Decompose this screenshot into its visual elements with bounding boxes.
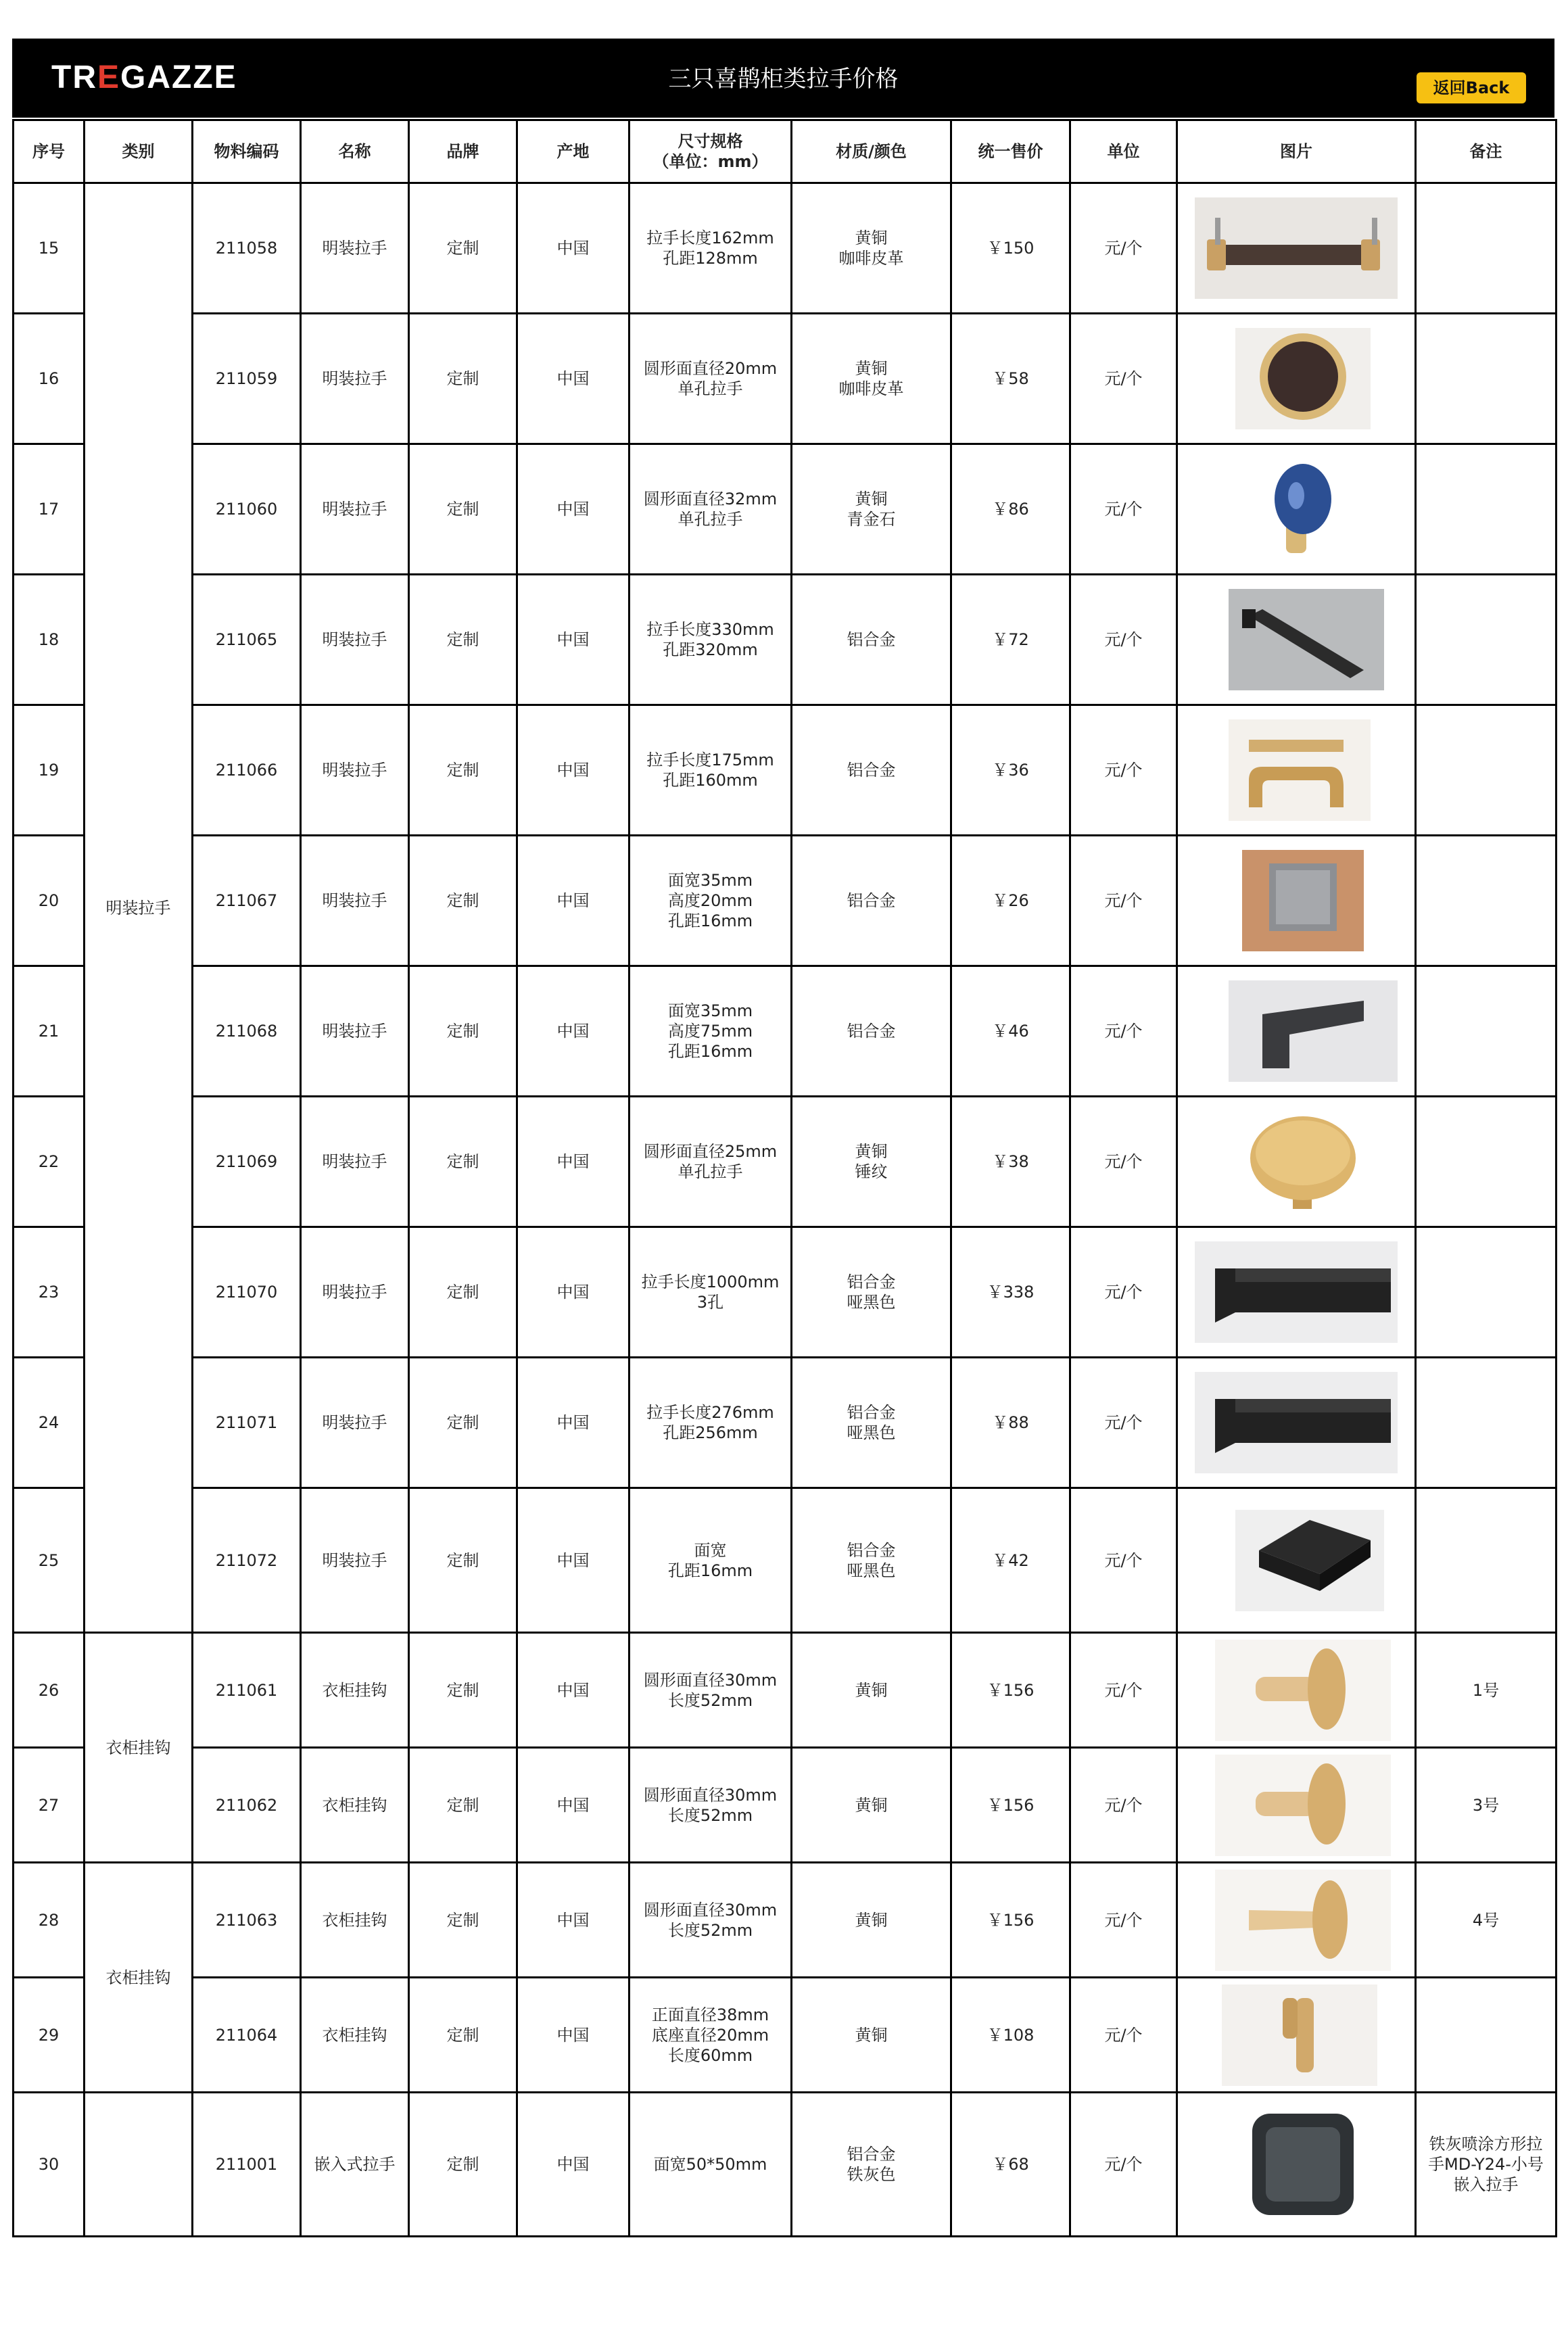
cell-price: ￥88 — [951, 1358, 1070, 1488]
cell-unit: 元/个 — [1070, 314, 1177, 444]
cell-unit: 元/个 — [1070, 1633, 1177, 1748]
cell-code: 211066 — [193, 705, 301, 836]
cell-price: ￥46 — [951, 966, 1070, 1097]
cell-brand: 定制 — [409, 444, 517, 575]
cell-origin: 中国 — [517, 183, 629, 314]
cell-spec: 面宽35mm 高度75mm 孔距16mm — [629, 966, 792, 1097]
cell-origin: 中国 — [517, 966, 629, 1097]
cell-price: ￥68 — [951, 2093, 1070, 2237]
cell-code: 211068 — [193, 966, 301, 1097]
table-row — [14, 314, 1557, 444]
cell-no: 15 — [14, 183, 85, 314]
cell-unit: 元/个 — [1070, 1863, 1177, 1978]
cell-note — [1416, 1978, 1557, 2093]
cell-unit: 元/个 — [1070, 575, 1177, 705]
cell-spec: 拉手长度276mm 孔距256mm — [629, 1358, 792, 1488]
cell-note — [1416, 444, 1557, 575]
cell-code: 211065 — [193, 575, 301, 705]
cell-image — [1177, 1633, 1416, 1748]
cell-price: ￥108 — [951, 1978, 1070, 2093]
cell-material: 铝合金 哑黑色 — [792, 1227, 951, 1358]
cell-name: 明装拉手 — [301, 1097, 409, 1227]
cell-name: 明装拉手 — [301, 1227, 409, 1358]
cell-spec: 圆形面直径25mm 单孔拉手 — [629, 1097, 792, 1227]
cell-unit: 元/个 — [1070, 2093, 1177, 2237]
cell-image — [1177, 2093, 1416, 2237]
cell-material: 铝合金 哑黑色 — [792, 1358, 951, 1488]
cell-note — [1416, 1097, 1557, 1227]
cell-code: 211061 — [193, 1633, 301, 1748]
cell-image — [1177, 966, 1416, 1097]
cell-note — [1416, 1358, 1557, 1488]
cell-brand: 定制 — [409, 1748, 517, 1863]
cell-note — [1416, 836, 1557, 966]
cell-origin: 中国 — [517, 1633, 629, 1748]
col-header-code: 物料编码 — [193, 120, 301, 183]
square-knob-black-icon — [1195, 1510, 1398, 1611]
cell-material: 铝合金 — [792, 836, 951, 966]
cell-code: 211072 — [193, 1488, 301, 1633]
cell-spec: 拉手长度330mm 孔距320mm — [629, 575, 792, 705]
cell-no: 19 — [14, 705, 85, 836]
cell-origin: 中国 — [517, 2093, 629, 2237]
edge-pull-black-icon — [1195, 1241, 1398, 1343]
cell-image — [1177, 1488, 1416, 1633]
cell-unit: 元/个 — [1070, 183, 1177, 314]
cell-spec: 圆形面直径30mm 长度52mm — [629, 1748, 792, 1863]
cell-origin: 中国 — [517, 1978, 629, 2093]
cell-note: 4号 — [1416, 1863, 1557, 1978]
cell-image — [1177, 183, 1416, 314]
cell-code: 211001 — [193, 2093, 301, 2237]
cell-origin: 中国 — [517, 1097, 629, 1227]
cell-material: 铝合金 — [792, 966, 951, 1097]
col-header-brand: 品牌 — [409, 120, 517, 183]
cell-spec: 圆形面直径30mm 长度52mm — [629, 1633, 792, 1748]
brass-hook-icon — [1195, 1640, 1398, 1741]
cell-note — [1416, 705, 1557, 836]
cell-no: 16 — [14, 314, 85, 444]
cell-image — [1177, 444, 1416, 575]
cell-brand: 定制 — [409, 1863, 517, 1978]
cell-no: 29 — [14, 1978, 85, 2093]
cell-name: 明装拉手 — [301, 1488, 409, 1633]
cell-code: 211067 — [193, 836, 301, 966]
cell-material: 铝合金 哑黑色 — [792, 1488, 951, 1633]
cell-spec: 拉手长度162mm 孔距128mm — [629, 183, 792, 314]
cell-price: ￥42 — [951, 1488, 1070, 1633]
cell-name: 明装拉手 — [301, 575, 409, 705]
cell-note: 铁灰喷涂方形拉 手MD-Y24-小号 嵌入拉手 — [1416, 2093, 1557, 2237]
cell-material: 黄铜 — [792, 1978, 951, 2093]
cell-no: 23 — [14, 1227, 85, 1358]
brand-logo: TREGAZZE — [51, 60, 237, 95]
cell-spec: 拉手长度175mm 孔距160mm — [629, 705, 792, 836]
edge-pull-black-icon — [1195, 1372, 1398, 1473]
cell-origin: 中国 — [517, 1358, 629, 1488]
square-knob-wood-icon — [1195, 850, 1398, 951]
cell-image — [1177, 314, 1416, 444]
col-header-material: 材质/颜色 — [792, 120, 951, 183]
cell-spec: 面宽35mm 高度20mm 孔距16mm — [629, 836, 792, 966]
table-row — [14, 1227, 1557, 1358]
price-table — [12, 119, 1557, 2237]
cell-code: 211071 — [193, 1358, 301, 1488]
hammered-knob-icon — [1195, 1111, 1398, 1212]
cell-image — [1177, 575, 1416, 705]
cell-brand: 定制 — [409, 1978, 517, 2093]
cell-no: 28 — [14, 1863, 85, 1978]
table-row — [14, 1633, 1557, 1748]
cell-spec: 圆形面直径30mm 长度52mm — [629, 1863, 792, 1978]
cell-material: 黄铜 青金石 — [792, 444, 951, 575]
cell-unit: 元/个 — [1070, 1488, 1177, 1633]
cell-origin: 中国 — [517, 836, 629, 966]
cell-no: 26 — [14, 1633, 85, 1748]
table-row — [14, 444, 1557, 575]
col-header-spec: 尺寸规格 （单位：mm） — [629, 120, 792, 183]
header-divider — [12, 116, 1554, 118]
cell-brand: 定制 — [409, 966, 517, 1097]
cell-name: 衣柜挂钩 — [301, 1863, 409, 1978]
bar-handle-leather-icon — [1195, 197, 1398, 299]
cell-no: 27 — [14, 1748, 85, 1863]
cell-brand: 定制 — [409, 1097, 517, 1227]
cell-origin: 中国 — [517, 314, 629, 444]
cell-price: ￥338 — [951, 1227, 1070, 1358]
cell-spec: 圆形面直径32mm 单孔拉手 — [629, 444, 792, 575]
cell-spec: 面宽 孔距16mm — [629, 1488, 792, 1633]
cell-unit: 元/个 — [1070, 836, 1177, 966]
cell-material: 黄铜 — [792, 1633, 951, 1748]
cell-price: ￥72 — [951, 575, 1070, 705]
cell-brand: 定制 — [409, 1633, 517, 1748]
col-header-category: 类别 — [85, 120, 193, 183]
cell-unit: 元/个 — [1070, 1978, 1177, 2093]
table-row — [14, 1863, 1557, 1978]
cell-note — [1416, 966, 1557, 1097]
cell-note: 1号 — [1416, 1633, 1557, 1748]
cell-price: ￥156 — [951, 1633, 1070, 1748]
cell-price: ￥156 — [951, 1863, 1070, 1978]
cell-note — [1416, 575, 1557, 705]
cell-spec: 正面直径38mm 底座直径20mm 长度60mm — [629, 1978, 792, 2093]
cell-note — [1416, 1488, 1557, 1633]
table-row — [14, 966, 1557, 1097]
cell-no: 17 — [14, 444, 85, 575]
cell-code: 211069 — [193, 1097, 301, 1227]
table-row — [14, 836, 1557, 966]
cell-brand: 定制 — [409, 836, 517, 966]
lapis-knob-icon — [1195, 458, 1398, 560]
brass-cone-hook-icon — [1195, 1870, 1398, 1971]
cell-material: 黄铜 咖啡皮革 — [792, 183, 951, 314]
cell-category: 明装拉手 — [85, 183, 193, 1633]
cell-code: 211060 — [193, 444, 301, 575]
cell-origin: 中国 — [517, 575, 629, 705]
cell-spec: 圆形面直径20mm 单孔拉手 — [629, 314, 792, 444]
cell-note — [1416, 183, 1557, 314]
cell-brand: 定制 — [409, 183, 517, 314]
cell-name: 明装拉手 — [301, 183, 409, 314]
cell-name: 明装拉手 — [301, 314, 409, 444]
cell-origin: 中国 — [517, 1227, 629, 1358]
cell-no: 25 — [14, 1488, 85, 1633]
cell-image — [1177, 1358, 1416, 1488]
cell-note: 3号 — [1416, 1748, 1557, 1863]
cell-name: 衣柜挂钩 — [301, 1748, 409, 1863]
table-header-row — [14, 120, 1557, 183]
cell-price: ￥150 — [951, 183, 1070, 314]
cell-category — [85, 2093, 193, 2237]
cell-price: ￥86 — [951, 444, 1070, 575]
cell-brand: 定制 — [409, 1488, 517, 1633]
cell-brand: 定制 — [409, 314, 517, 444]
cell-origin: 中国 — [517, 1863, 629, 1978]
cell-code: 211062 — [193, 1748, 301, 1863]
cell-unit: 元/个 — [1070, 1748, 1177, 1863]
table-row — [14, 1097, 1557, 1227]
table-row — [14, 183, 1557, 314]
cell-material: 铝合金 — [792, 705, 951, 836]
page-title: 三只喜鹊柜类拉手价格 — [668, 66, 899, 93]
cell-image — [1177, 836, 1416, 966]
cell-image — [1177, 1978, 1416, 2093]
cell-name: 明装拉手 — [301, 966, 409, 1097]
col-header-note: 备注 — [1416, 120, 1557, 183]
cell-note — [1416, 1227, 1557, 1358]
table-row — [14, 1488, 1557, 1633]
cell-name: 明装拉手 — [301, 1358, 409, 1488]
cell-material: 黄铜 咖啡皮革 — [792, 314, 951, 444]
cell-name: 衣柜挂钩 — [301, 1633, 409, 1748]
page-header — [12, 39, 1554, 116]
cell-code: 211058 — [193, 183, 301, 314]
cell-image — [1177, 1863, 1416, 1978]
cell-price: ￥58 — [951, 314, 1070, 444]
col-header-image: 图片 — [1177, 120, 1416, 183]
cell-material: 黄铜 — [792, 1748, 951, 1863]
round-knob-leather-icon — [1195, 328, 1398, 429]
cell-image — [1177, 705, 1416, 836]
table-row — [14, 1358, 1557, 1488]
cell-price: ￥26 — [951, 836, 1070, 966]
back-button[interactable]: 返回Back — [1417, 72, 1526, 103]
cell-code: 211070 — [193, 1227, 301, 1358]
table-row — [14, 705, 1557, 836]
cell-name: 衣柜挂钩 — [301, 1978, 409, 2093]
cell-no: 18 — [14, 575, 85, 705]
cell-name: 明装拉手 — [301, 705, 409, 836]
l-shaped-pull-icon — [1195, 980, 1398, 1082]
cell-brand: 定制 — [409, 575, 517, 705]
cell-image — [1177, 1227, 1416, 1358]
cell-brand: 定制 — [409, 1227, 517, 1358]
cell-code: 211063 — [193, 1863, 301, 1978]
cell-unit: 元/个 — [1070, 1097, 1177, 1227]
cell-unit: 元/个 — [1070, 1358, 1177, 1488]
table-row — [14, 1748, 1557, 1863]
table-row — [14, 2093, 1557, 2237]
cell-origin: 中国 — [517, 1488, 629, 1633]
cell-origin: 中国 — [517, 1748, 629, 1863]
cell-no: 24 — [14, 1358, 85, 1488]
cell-brand: 定制 — [409, 1358, 517, 1488]
cell-brand: 定制 — [409, 2093, 517, 2237]
cell-price: ￥156 — [951, 1748, 1070, 1863]
brass-hook-icon — [1195, 1755, 1398, 1856]
cell-name: 嵌入式拉手 — [301, 2093, 409, 2237]
cell-code: 211059 — [193, 314, 301, 444]
cell-no: 21 — [14, 966, 85, 1097]
col-header-origin: 产地 — [517, 120, 629, 183]
cell-origin: 中国 — [517, 444, 629, 575]
cell-category: 衣柜挂钩 — [85, 1863, 193, 2093]
cell-image — [1177, 1748, 1416, 1863]
cell-unit: 元/个 — [1070, 1227, 1177, 1358]
long-black-pull-icon — [1195, 589, 1398, 690]
col-header-name: 名称 — [301, 120, 409, 183]
cell-spec: 面宽50*50mm — [629, 2093, 792, 2237]
table-row — [14, 575, 1557, 705]
cell-material: 铝合金 铁灰色 — [792, 2093, 951, 2237]
cell-image — [1177, 1097, 1416, 1227]
cell-unit: 元/个 — [1070, 966, 1177, 1097]
cell-material: 黄铜 锤纹 — [792, 1097, 951, 1227]
cell-unit: 元/个 — [1070, 705, 1177, 836]
cell-price: ￥38 — [951, 1097, 1070, 1227]
col-header-no: 序号 — [14, 120, 85, 183]
col-header-price: 统一售价 — [951, 120, 1070, 183]
cell-name: 明装拉手 — [301, 836, 409, 966]
cell-no: 20 — [14, 836, 85, 966]
cell-no: 30 — [14, 2093, 85, 2237]
cell-code: 211064 — [193, 1978, 301, 2093]
cell-brand: 定制 — [409, 705, 517, 836]
table-row — [14, 1978, 1557, 2093]
cell-no: 22 — [14, 1097, 85, 1227]
cell-spec: 拉手长度1000mm 3孔 — [629, 1227, 792, 1358]
cell-origin: 中国 — [517, 705, 629, 836]
cell-category: 衣柜挂钩 — [85, 1633, 193, 1863]
gold-loop-pull-icon — [1195, 719, 1398, 821]
brass-wall-hook-icon — [1195, 1984, 1398, 2086]
cell-unit: 元/个 — [1070, 444, 1177, 575]
col-header-unit: 单位 — [1070, 120, 1177, 183]
cell-material: 黄铜 — [792, 1863, 951, 1978]
recessed-square-pull-icon — [1195, 2114, 1398, 2215]
cell-name: 明装拉手 — [301, 444, 409, 575]
cell-material: 铝合金 — [792, 575, 951, 705]
cell-note — [1416, 314, 1557, 444]
cell-price: ￥36 — [951, 705, 1070, 836]
